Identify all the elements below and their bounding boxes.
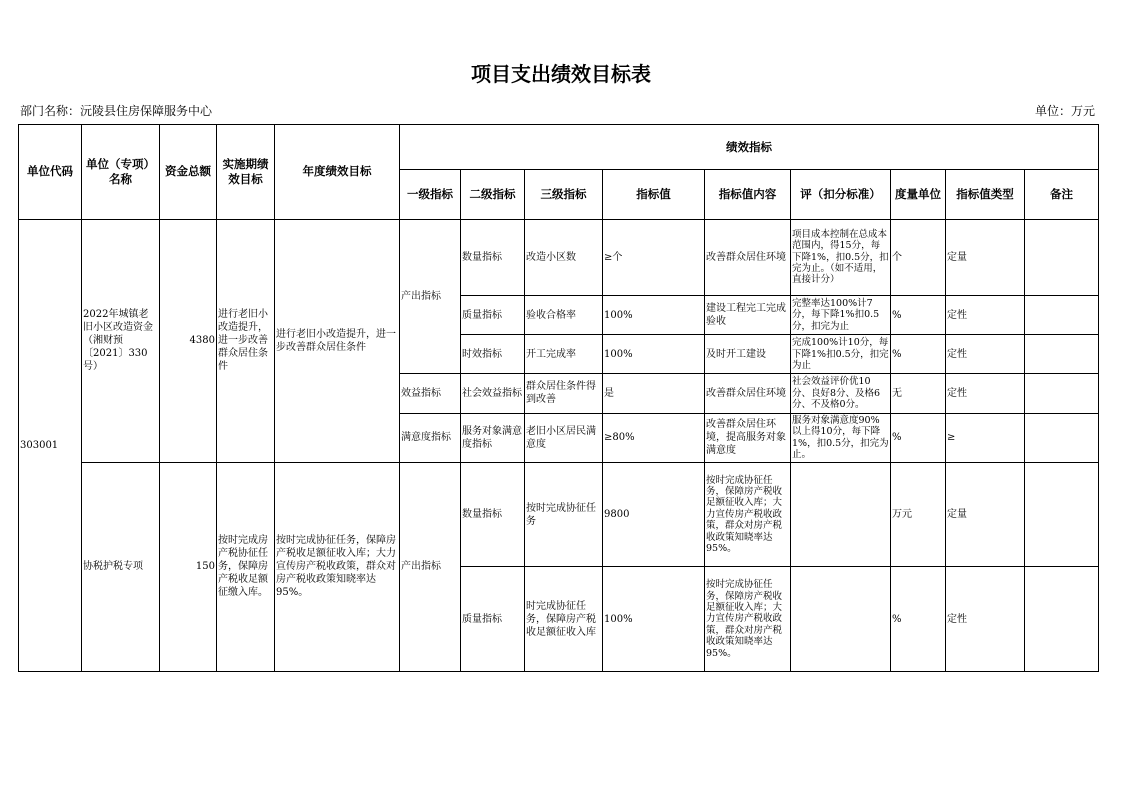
content-cell: 改善群众居住环境 xyxy=(705,219,791,295)
scoring-cell: 服务对象满意度90%以上得10分，每下降1%，扣0.5分，扣完为止。 xyxy=(791,413,891,462)
amount-cell: 4380 xyxy=(160,219,217,462)
value-cell: 是 xyxy=(603,374,705,413)
remark-cell xyxy=(1025,462,1099,567)
unit-cell: 无 xyxy=(891,374,946,413)
table-row xyxy=(19,462,1099,567)
type-cell: ≥ xyxy=(946,413,1025,462)
scoring-cell: 社会效益评价优10分、良好8分、及格6分、不及格0分。 xyxy=(791,374,891,413)
value-cell: 9800 xyxy=(603,462,705,567)
remark-cell xyxy=(1025,335,1099,374)
unit-cell: 万元 xyxy=(891,462,946,567)
department-name: 部门名称：沅陵县住房保障服务中心 xyxy=(20,104,213,118)
scoring-cell: 完整率达100%计7分，每下降1%扣0.5分，扣完为止 xyxy=(791,295,891,334)
type-cell: 定性 xyxy=(946,374,1025,413)
content-cell: 及时开工建设 xyxy=(705,335,791,374)
period-goal-cell: 进行老旧小改造提升，进一步改善群众居住条件 xyxy=(217,219,275,462)
unit-code-cell: 303001 xyxy=(19,219,82,672)
header-value-content: 指标值内容 xyxy=(705,170,791,219)
type-cell: 定性 xyxy=(946,335,1025,374)
header-level2: 二级指标 xyxy=(461,170,525,219)
type-cell: 定性 xyxy=(946,567,1025,672)
level3-cell: 开工完成率 xyxy=(525,335,603,374)
level2-cell: 数量指标 xyxy=(461,219,525,295)
header-annual-goal: 年度绩效目标 xyxy=(275,125,400,220)
value-cell: 100% xyxy=(603,567,705,672)
remark-cell xyxy=(1025,567,1099,672)
header-level3: 三级指标 xyxy=(525,170,603,219)
value-cell: ≥个 xyxy=(603,219,705,295)
header-remark: 备注 xyxy=(1025,170,1099,219)
header-total-funds: 资金总额 xyxy=(160,125,217,220)
unit-cell: 个 xyxy=(891,219,946,295)
value-cell: ≥80% xyxy=(603,413,705,462)
amount-cell: 150 xyxy=(160,462,217,671)
content-cell: 按时完成协征任务，保障房产税收足额征收入库；大力宣传房产税收政策，群众对房产税收政策知晓率达95%。 xyxy=(705,462,791,567)
remark-cell xyxy=(1025,413,1099,462)
unit-cell: % xyxy=(891,335,946,374)
type-cell: 定量 xyxy=(946,219,1025,295)
annual-goal-cell: 进行老旧小改造提升，进一步改善群众居住条件 xyxy=(275,219,400,462)
remark-cell xyxy=(1025,295,1099,334)
header-value: 指标值 xyxy=(603,170,705,219)
remark-cell xyxy=(1025,219,1099,295)
project-name-cell: 2022年城镇老旧小区改造资金（湘财预〔2021〕330号） xyxy=(82,219,160,462)
currency-unit: 单位：万元 xyxy=(1034,104,1095,118)
level1-cell: 产出指标 xyxy=(400,462,461,671)
value-cell: 100% xyxy=(603,295,705,334)
value-cell: 100% xyxy=(603,335,705,374)
content-cell: 改善群众居住环境 xyxy=(705,374,791,413)
level2-cell: 服务对象满意度指标 xyxy=(461,413,525,462)
project-name-cell: 协税护税专项 xyxy=(82,462,160,671)
level2-cell: 数量指标 xyxy=(461,462,525,567)
header-indicators: 绩效指标 xyxy=(400,125,1099,170)
type-cell: 定性 xyxy=(946,295,1025,334)
level3-cell: 按时完成协征任务 xyxy=(525,462,603,567)
annual-goal-cell: 按时完成协征任务，保障房产税收足额征收入库；大力宣传房产税收政策，群众对房产税收政策知晓率达95%。 xyxy=(275,462,400,671)
scoring-cell xyxy=(791,462,891,567)
table-row xyxy=(19,219,1099,295)
content-cell: 按时完成协征任务，保障房产税收足额征收入库；大力宣传房产税收政策，群众对房产税收政策知晓率达95%。 xyxy=(705,567,791,672)
header-project-name: 单位（专项）名称 xyxy=(82,125,160,220)
level1-cell: 效益指标 xyxy=(400,374,461,413)
unit-cell: % xyxy=(891,413,946,462)
scoring-cell xyxy=(791,567,891,672)
header-level1: 一级指标 xyxy=(400,170,461,219)
header-scoring: 评（扣分标准） xyxy=(791,170,891,219)
header-unit-code: 单位代码 xyxy=(19,125,82,220)
content-cell: 改善群众居住环境，提高服务对象满意度 xyxy=(705,413,791,462)
scoring-cell: 项目成本控制在总成本范围内，得15分，每下降1%，扣0.5分，扣完为止。（如不适用，直接计分） xyxy=(791,219,891,295)
level3-cell: 老旧小区居民满意度 xyxy=(525,413,603,462)
level1-cell: 产出指标 xyxy=(400,219,461,374)
level1-cell: 满意度指标 xyxy=(400,413,461,462)
header-value-type: 指标值类型 xyxy=(946,170,1025,219)
type-cell: 定量 xyxy=(946,462,1025,567)
remark-cell xyxy=(1025,374,1099,413)
level3-cell: 时完成协征任务，保障房产税收足额征收入库 xyxy=(525,567,603,672)
period-goal-cell: 按时完成房产税协征任务，保障房产税收足额征缴入库。 xyxy=(217,462,275,671)
header-period-goal: 实施期绩效目标 xyxy=(217,125,275,220)
header-row-1 xyxy=(19,125,1099,170)
level2-cell: 质量指标 xyxy=(461,567,525,672)
content-cell: 建设工程完工完成验收 xyxy=(705,295,791,334)
header-measure-unit: 度量单位 xyxy=(891,170,946,219)
level2-cell: 质量指标 xyxy=(461,295,525,334)
unit-cell: % xyxy=(891,567,946,672)
scoring-cell: 完成100%计10分，每下降1%扣0.5分，扣完为止 xyxy=(791,335,891,374)
unit-cell: % xyxy=(891,295,946,334)
level2-cell: 社会效益指标 xyxy=(461,374,525,413)
level3-cell: 改造小区数 xyxy=(525,219,603,295)
performance-table xyxy=(18,124,1099,672)
level3-cell: 验收合格率 xyxy=(525,295,603,334)
level2-cell: 时效指标 xyxy=(461,335,525,374)
page-title: 项目支出绩效目标表 xyxy=(471,62,651,86)
level3-cell: 群众居住条件得到改善 xyxy=(525,374,603,413)
